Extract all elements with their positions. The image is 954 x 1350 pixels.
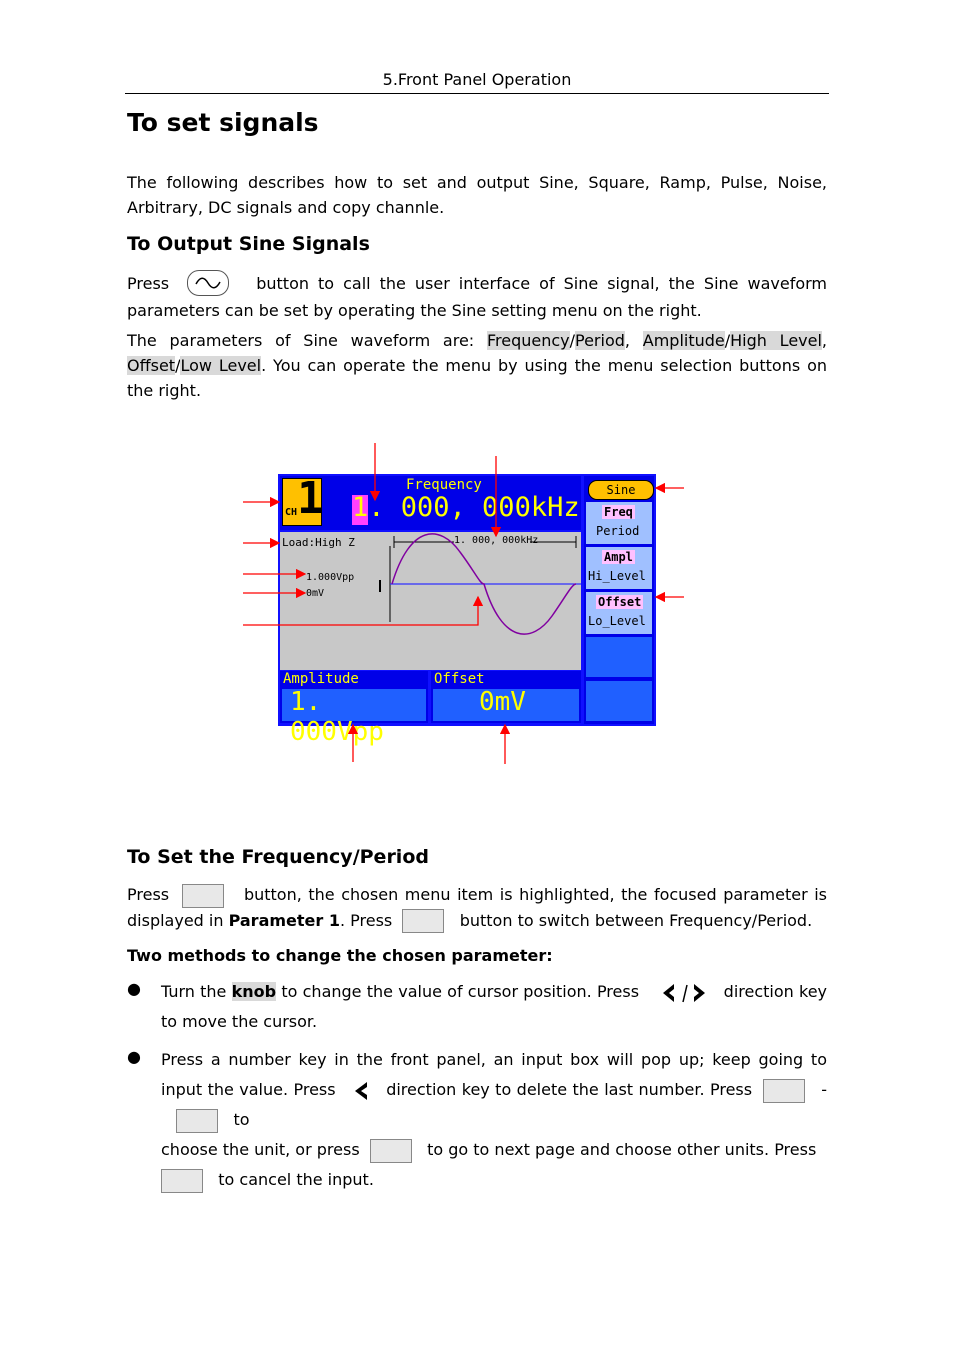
bullet-icon: ● xyxy=(127,1047,141,1066)
method-1: Turn the knob to change the value of cursor position. Press direction key to move the cursor. xyxy=(161,982,828,1031)
method-2: Press a number key in the front panel, an input box will pop up; keep going to input the value. Press direction key to delete the last number. Press - to choose the unit, or press to go to next page and choose other units. Press to cancel the input. xyxy=(161,1045,827,1195)
freq-value: 1. 000, 000kHz xyxy=(352,492,580,523)
unit-key-last-icon xyxy=(176,1109,218,1133)
intro-paragraph: The following describes how to set and output Sine, Square, Ramp, Pulse, Noise, Arbitrary, DC signals and copy channle. xyxy=(127,173,827,217)
menu-key-icon xyxy=(182,884,224,908)
sine-paragraph-2: The parameters of Sine waveform are: Frequency/Period, Amplitude/High Level, Offset/Low Level. You can operate the menu by using the menu selection buttons on the right. xyxy=(127,331,828,400)
period-readout: 1. 000, 000kHz xyxy=(454,535,539,546)
unit-key-first-icon xyxy=(763,1079,805,1103)
left-arrow-icon xyxy=(352,1080,370,1102)
bullet-icon: ● xyxy=(127,979,141,998)
ampl-readout: 1.000Vpp xyxy=(306,572,355,583)
running-header: 5.Front Panel Operation xyxy=(382,70,572,89)
offset-readout: 0mV xyxy=(306,588,325,599)
menu-key-icon xyxy=(402,909,444,933)
amp-param-box: Amplitude 1. 000Vpp xyxy=(280,671,428,723)
menu-offset-lolevel[interactable]: Offset Lo_Level xyxy=(586,592,652,634)
next-page-key-icon xyxy=(370,1139,412,1163)
menu-ampl-hilevel[interactable]: Ampl Hi_Level xyxy=(586,547,652,589)
menu-sine-title: Sine xyxy=(588,480,654,500)
left-right-arrow-icon xyxy=(660,982,708,1004)
freq-paragraph: Press button, the chosen menu item is highlighted, the focused parameter is displayed in Parameter 1. Press button to switch between Frequency/Period. xyxy=(127,882,827,933)
sine-heading: To Output Sine Signals xyxy=(127,233,370,255)
load-label: Load:High Z xyxy=(282,536,355,549)
section-title: To set signals xyxy=(127,108,319,137)
menu-freq-period[interactable]: Freq Period xyxy=(586,502,652,544)
offset-param-box: Offset 0mV xyxy=(431,671,581,723)
channel-badge: CH 1 xyxy=(282,478,322,526)
freq-heading: To Set the Frequency/Period xyxy=(127,846,429,868)
freq-title: Frequency xyxy=(406,477,482,493)
sine-paragraph-1: Press button to call the user interface of Sine signal, the Sine waveform parameters can be set by operating the Sine setting menu on the right. xyxy=(127,271,827,324)
cancel-key-icon xyxy=(161,1169,203,1193)
methods-heading: Two methods to change the chosen parameter: xyxy=(127,946,553,965)
